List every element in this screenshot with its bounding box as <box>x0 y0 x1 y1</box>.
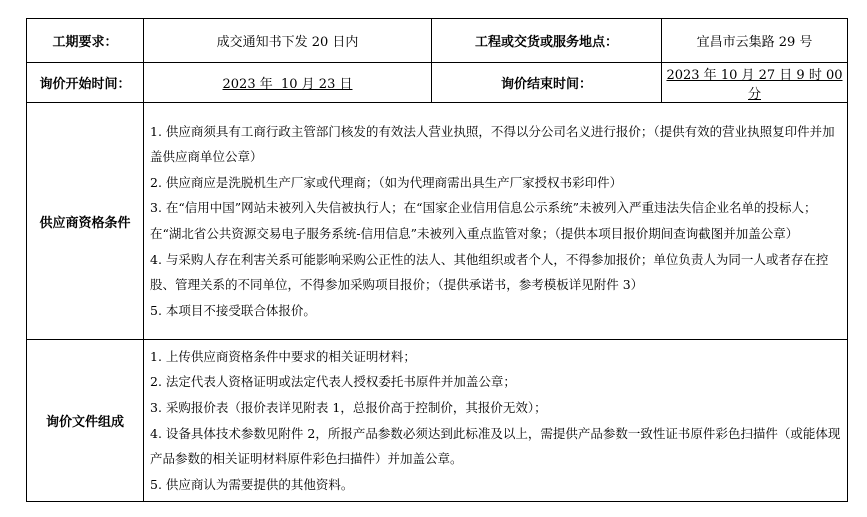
inquiry-documents-list <box>144 340 848 502</box>
list-item: 5. 供应商认为需要提供的其他资料。 <box>150 476 354 492</box>
inquiry-end-value: 2023 年 10 月 27 日 9 时 00 分 <box>666 67 843 102</box>
inquiry-end-cell <box>662 63 848 103</box>
row-inquiry-documents <box>27 340 848 502</box>
schedule-value: 成交通知书下发 20 日内 <box>144 19 432 63</box>
location-label: 工程或交货或服务地点： <box>432 19 662 63</box>
location-value: 宜昌市云集路 29 号 <box>662 19 848 63</box>
list-item: 5. 本项目不接受联合体报价。 <box>150 302 316 318</box>
list-item: 2. 供应商应是洗脱机生产厂家或代理商；（如为代理商需出具生产厂家授权书彩印件） <box>150 174 623 190</box>
procurement-info-table <box>26 18 848 502</box>
schedule-label: 工期要求： <box>27 19 144 63</box>
row-schedule <box>27 19 848 63</box>
list-item: 2. 法定代表人资格证明或法定代表人授权委托书原件并加盖公章； <box>150 374 516 390</box>
list-item: 4. 设备具体技术参数见附件 2，所报产品参数必须达到此标准及以上，需提供产品参数一致性证书原件彩色扫描件（或能体现产品参数的相关证明材料原件彩色扫描件）并加盖公章。 <box>150 425 841 467</box>
supplier-qualifications-list <box>144 103 848 340</box>
procurement-info-document <box>26 18 847 502</box>
row-supplier-qualifications <box>27 103 848 340</box>
inquiry-documents-label: 询价文件组成 <box>27 340 144 502</box>
inquiry-start-label: 询价开始时间： <box>27 63 144 103</box>
list-item: 3. 在“信用中国”网站未被列入失信被执行人；在“国家企业信用信息公示系统”未被列入严重违法失信企业名单的投标人；在“湖北省公共资源交易电子服务系统-信用信息”未被列入重点监管对象；（提供本项目报价期间查询截图并加盖公章） <box>150 200 817 241</box>
inquiry-start-value: 2023 年 10 月 23 日 <box>222 77 353 92</box>
list-item: 4. 与采购人存在利害关系可能影响采购公正性的法人、其他组织或者个人，不得参加报价；单位负责人为同一人或者存在控股、管理关系的不同单位，不得参加采购项目报价；（提供承诺书，参考模板详见附件 3） <box>150 251 829 293</box>
inquiry-end-label: 询价结束时间： <box>432 63 662 103</box>
inquiry-start-cell <box>144 63 432 103</box>
list-item: 3. 采购报价表（报价表详见附表 1，总报价高于控制价，其报价无效）； <box>150 399 547 415</box>
row-inquiry-dates <box>27 63 848 103</box>
supplier-qualifications-label: 供应商资格条件 <box>27 103 144 340</box>
list-item: 1. 上传供应商资格条件中要求的相关证明材料； <box>150 348 416 364</box>
list-item: 1. 供应商须具有工商行政主管部门核发的有效法人营业执照，不得以分公司名义进行报价；（提供有效的营业执照复印件并加盖供应商单位公章） <box>150 123 835 165</box>
